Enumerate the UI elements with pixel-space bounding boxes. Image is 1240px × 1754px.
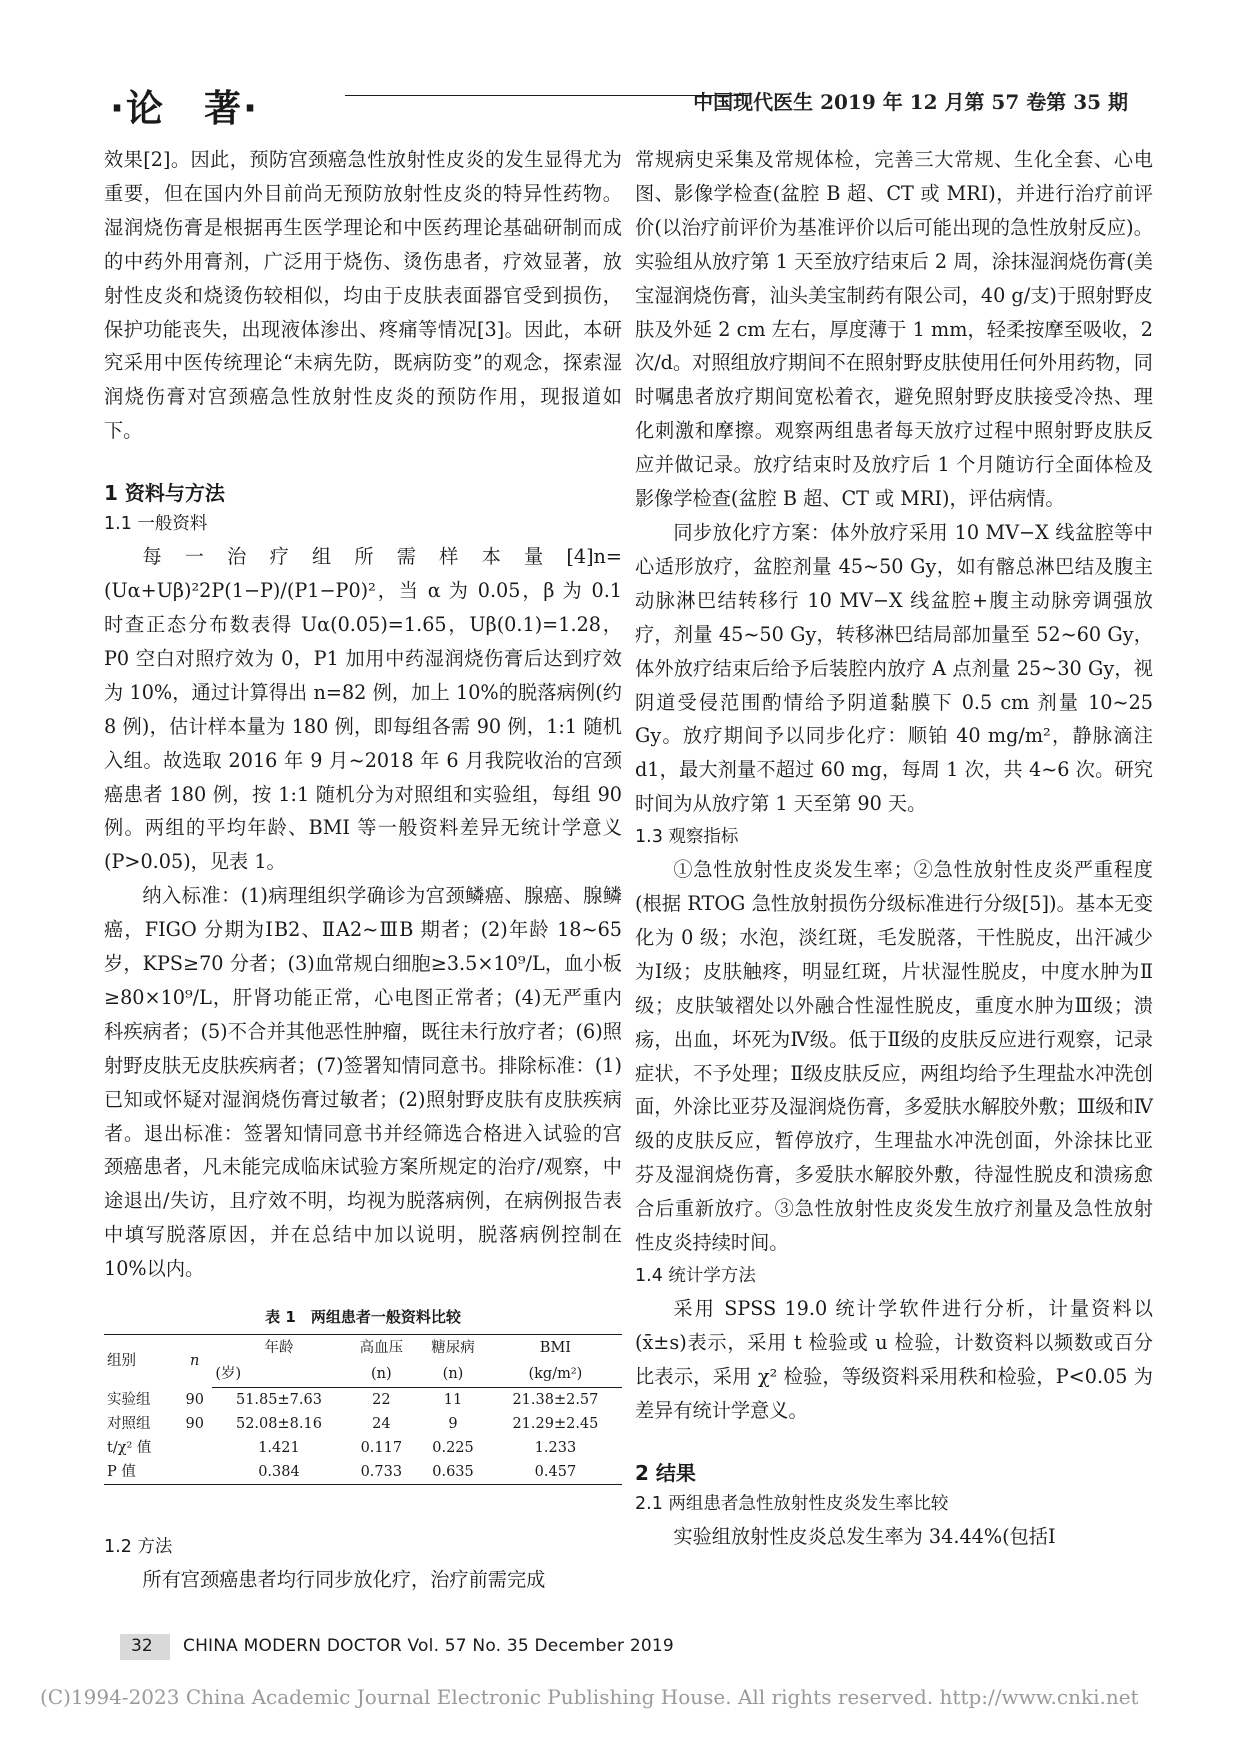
- footer-journal: CHINA MODERN DOCTOR Vol. 57 No. 35 December 2019: [183, 1636, 674, 1656]
- table-cell: 0.635: [417, 1460, 489, 1485]
- copyright-notice: (C)1994-2023 China Academic Journal Electronic Publishing House. All rights reserved. http://www.cnki.net: [40, 1685, 1139, 1709]
- paragraph-methods-cont: 常规病史采集及常规体检，完善三大常规、生化全套、心电图、影像学检查(盆腔 B 超、CT 或 MRI)，并进行治疗前评价(以治疗前评价为基准评价以后可能出现的急性放射反应)。实验组从放疗第 1 天至放疗结束后 2 周，涂抹湿润烧伤膏(美宝湿润烧伤膏，汕头美宝制药有限公司，40 g/支)于照射野皮肤及外延 2 cm 左右，厚度薄于 1 mm，轻柔按摩至吸收，2 次/d。对照组放疗期间不在照射野皮肤使用任何外用药物，同时嘱患者放疗期间宽松着衣，避免照射野皮肤接受冷热、理化刺激和摩擦。观察两组患者每天放疗过程中照射野皮肤反应并做记录。放疗结束时及放疗后 1 个月随访行全面体检及影像学检查(盆腔 B 超、CT 或 MRI)，评估病情。: [635, 148, 1153, 511]
- col-header-diabetes: 糖尿病: [417, 1335, 489, 1362]
- heading-observation: 1.3 观察指标: [635, 827, 739, 848]
- col-header-bmi: BMI: [489, 1335, 622, 1362]
- table-cell: 90: [185, 1391, 204, 1408]
- col-unit-hypertension: (n): [346, 1361, 418, 1388]
- heading-methods: 1.2 方法: [104, 1537, 173, 1558]
- table-cell: 90: [185, 1416, 204, 1433]
- paragraph-sample-size: 每一治疗组所需样本量[4]n=(Uα+Uβ)²2P(1−P)/(P1−P0)²，当 α 为 0.05，β 为 0.1 时查正态分布数表得 Uα(0.05)=1.65，Uβ(0.1)=1.28，P0 空白对照疗效为 0，P1 加用中药湿润烧伤膏后达到疗效为 10%，通过计算得出 n=82 例，加上 10%的脱落病例(约 8 例)，估计样本量为 180 例，即每组各需 90 例，1:1 随机入组。故选取 2016 年 9 月~2018 年 6 月我院收治的宫颈癌患者 180 例，按 1:1 随机分为对照组和实验组，每组 90 例。两组的平均年龄、BMI 等一般资料差异无统计学意义(P>0.05)，见表 1。: [104, 545, 622, 874]
- header-divider: [345, 95, 750, 96]
- baseline-table: [104, 1334, 622, 1485]
- heading-general-data: 1.1 一般资料: [104, 514, 208, 535]
- table-row: [104, 1412, 622, 1436]
- table-cell: t/χ² 值: [107, 1440, 152, 1457]
- table-cell: 实验组: [107, 1391, 151, 1408]
- col-unit-bmi: (kg/m²): [489, 1361, 622, 1388]
- page-number: 32: [131, 1636, 153, 1656]
- table-cell: 0.457: [489, 1460, 622, 1485]
- heading-incidence: 2.1 两组患者急性放射性皮炎发生率比较: [635, 1493, 949, 1514]
- table-row: [104, 1436, 622, 1460]
- table-cell: 0.384: [212, 1460, 345, 1485]
- paragraph-statistics: 采用 SPSS 19.0 统计学软件进行分析，计量资料以(x̄±s)表示，采用 t 检验或 u 检验，计数资料以频数或百分比表示，采用 χ² 检验，等级资料采用秩和检验，P<0.05 为差异有统计学意义。: [635, 1297, 1153, 1422]
- table-cell: 0.225: [432, 1440, 474, 1457]
- table-cell: 1.421: [258, 1440, 300, 1457]
- table-cell: 24: [372, 1416, 391, 1433]
- table-cell: [177, 1436, 212, 1460]
- col-unit-age: (岁): [212, 1361, 345, 1388]
- heading-statistics: 1.4 统计学方法: [635, 1266, 756, 1286]
- table-cell: P 值: [104, 1460, 177, 1485]
- paragraph-chemoradiation: 同步放化疗方案：体外放疗采用 10 MV−X 线盆腔等中心适形放疗，盆腔剂量 45~50 Gy，如有髂总淋巴结及腹主动脉淋巴结转移行 10 MV−X 线盆腔+腹主动脉旁调强放疗，剂量 45~50 Gy，转移淋巴结局部加量至 52~60 Gy，体外放疗结束后给予后装腔内放疗 A 点剂量 25~30 Gy，视阴道受侵范围酌情给予阴道黏膜下 0.5 cm 剂量 10~25 Gy。放疗期间予以同步化疗：顺铂 40 mg/m²，静脉滴注 d1，最大剂量不超过 60 mg，每周 1 次，共 4~6 次。研究时间为从放疗第 1 天至第 90 天。: [635, 520, 1153, 816]
- table-row: [104, 1460, 622, 1485]
- paragraph-methods-start: 所有宫颈癌患者均行同步放化疗，治疗前需完成: [142, 1568, 546, 1592]
- col-header-hypertension: 高血压: [346, 1335, 418, 1362]
- table-cell: 21.29±2.45: [512, 1416, 599, 1433]
- table-cell: 0.117: [360, 1440, 403, 1457]
- heading-materials-methods: 1 资料与方法: [104, 481, 225, 506]
- paragraph-results-start: 实验组放射性皮炎总发生率为 34.44%(包括Ⅰ: [673, 1524, 1056, 1548]
- table-cell: 9: [448, 1416, 458, 1433]
- table-cell: 11: [443, 1392, 463, 1409]
- section-label: ·论 著·: [110, 87, 260, 130]
- table-1: [104, 1306, 622, 1485]
- table-cell: 0.733: [346, 1460, 418, 1485]
- table-cell: 52.08±8.16: [235, 1416, 322, 1433]
- col-header-n: n: [177, 1335, 212, 1388]
- paragraph-intro-end: 效果[2]。因此，预防宫颈癌急性放射性皮炎的发生显得尤为重要，但在国内外目前尚无预防放射性皮炎的特异性药物。湿润烧伤膏是根据再生医学理论和中医药理论基础研制而成的中药外用膏剂，广泛用于烧伤、烫伤患者，疗效显著，放射性皮炎和烧烫伤较相似，均由于皮肤表面器官受到损伤，保护功能丧失，出现液体渗出、疼痛等情况[3]。因此，本研究采用中医传统理论“未病先防，既病防变”的观念，探索湿润烧伤膏对宫颈癌急性放射性皮炎的预防作用，现报道如下。: [104, 148, 622, 443]
- paragraph-observation: ①急性放射性皮炎发生率；②急性放射性皮炎严重程度(根据 RTOG 急性放射损伤分级标准进行分级[5])。基本无变化为 0 级；水泡，淡红斑，毛发脱落，干性脱皮，出汗减少为Ⅰ级；皮肤触疼，明显红斑，片状湿性脱皮，中度水肿为Ⅱ级；皮肤皱褶处以外融合性湿性脱皮，重度水肿为Ⅲ级；溃疡，出血，坏死为Ⅳ级。低于Ⅱ级的皮肤反应进行观察，记录症状，不予处理；Ⅱ级皮肤反应，两组均给予生理盐水冲洗创面，外涂比亚芬及湿润烧伤膏，多爱肤水解胶外敷；Ⅲ级和Ⅳ级的皮肤反应，暂停放疗，生理盐水冲洗创面，外涂抹比亚芬及湿润烧伤膏，多爱肤水解胶外敷，待湿性脱皮和溃疡愈合后重新放疗。③急性放射性皮炎发生放疗剂量及急性放射性皮炎持续时间。: [635, 858, 1153, 1255]
- table-caption: 表 1 两组患者一般资料比较: [265, 1308, 461, 1327]
- paragraph-criteria: 纳入标准：(1)病理组织学确诊为宫颈鳞癌、腺癌、腺鳞癌，FIGO 分期为ⅠB2、ⅡA2~ⅢB 期者；(2)年龄 18~65 岁，KPS≥70 分者；(3)血常规白细胞≥3.5×10⁹/L，血小板≥80×10⁹/L，肝肾功能正常，心电图正常者；(4)无严重内科疾病者；(5)不合并其他恶性肿瘤，既往未行放疗者；(6)照射野皮肤无皮肤疾病者；(7)签署知情同意书。排除标准：(1)已知或怀疑对湿润烧伤膏过敏者；(2)照射野皮肤有皮肤疾病者。退出标准：签署知情同意书并经筛选合格进入试验的宫颈癌患者，凡未能完成临床试验方案所规定的治疗/观察，中途退出/失访，且疗效不明，均视为脱落病例，在病例报告表中填写脱落原因，并在总结中加以说明，脱落病例控制在 10%以内。: [104, 884, 622, 1281]
- running-header: 中国现代医生 2019 年 12 月第 57 卷第 35 期: [693, 90, 1128, 114]
- col-header-age: 年龄: [212, 1335, 345, 1362]
- right-column: [635, 143, 1153, 1554]
- col-header-group: 组别: [104, 1335, 177, 1388]
- table-cell: 21.38±2.57: [512, 1392, 599, 1409]
- left-column: [104, 143, 622, 1597]
- table-cell: 22: [372, 1392, 391, 1409]
- table-row: [104, 1388, 622, 1413]
- table-cell: 51.85±7.63: [235, 1392, 322, 1409]
- col-unit-diabetes: (n): [417, 1361, 489, 1388]
- table-cell: [177, 1460, 212, 1485]
- table-cell: 对照组: [107, 1416, 151, 1433]
- heading-results: 2 结果: [635, 1460, 696, 1485]
- table-cell: 1.233: [534, 1440, 577, 1457]
